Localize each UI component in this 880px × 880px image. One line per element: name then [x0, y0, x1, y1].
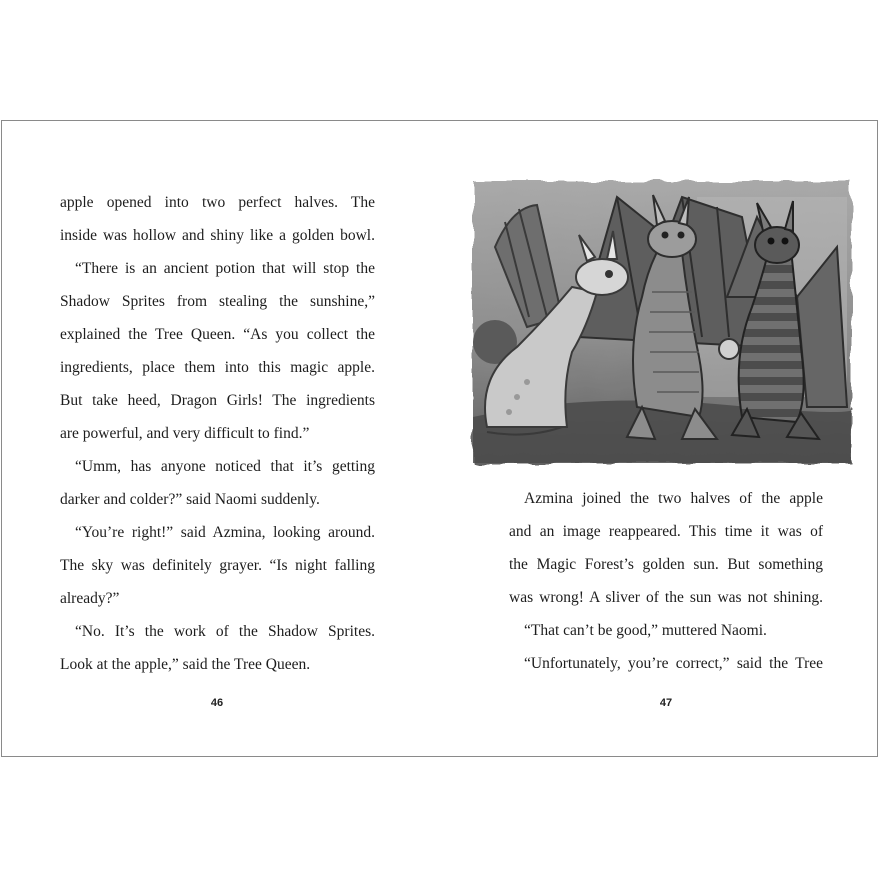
right-page	[440, 121, 877, 756]
text-line: “You’re right!” said Azmina, looking around.	[75, 524, 375, 541]
text-line: The sky was definitely grayer. “Is night falling	[60, 557, 375, 574]
text-line: “Unfortunately, you’re correct,” said the Tree	[524, 655, 823, 672]
text-line: “No. It’s the work of the Shadow Sprites.	[75, 623, 375, 640]
text-line: “There is an ancient potion that will stop the	[75, 260, 375, 277]
text-line: darker and colder?” said Naomi suddenly.	[60, 491, 320, 508]
text-line: “Umm, has anyone noticed that it’s getting	[75, 458, 375, 475]
text-line: explained the Tree Queen. “As you collect the	[60, 326, 375, 343]
text-line: Azmina joined the two halves of the apple	[524, 490, 823, 507]
apple	[719, 339, 739, 359]
text-line: “That can’t be good,” muttered Naomi.	[524, 622, 767, 639]
page-number: 46	[210, 697, 224, 709]
text-line: Look at the apple,” said the Tree Queen.	[60, 656, 311, 673]
text-line: apple opened into two perfect halves. The	[60, 194, 375, 211]
text-line: But take heed, Dragon Girls! The ingredients	[60, 392, 375, 409]
text-line: Shadow Sprites from stealing the sunshine,”	[60, 293, 375, 310]
text-line: was wrong! A sliver of the sun was not shining.	[509, 589, 823, 606]
dragon-illustration	[467, 177, 857, 469]
left-page	[2, 121, 440, 756]
text-line: inside was hollow and shiny like a golden bowl.	[60, 227, 375, 244]
text-line: ingredients, place them into this magic apple.	[60, 359, 375, 376]
text-line: are powerful, and very difficult to find.”	[60, 425, 310, 442]
book-spread	[1, 120, 878, 757]
text-line: already?”	[60, 590, 120, 607]
text-line: the Magic Forest’s golden sun. But something	[509, 556, 823, 573]
text-line: and an image reappeared. This time it was of	[509, 523, 823, 540]
page-number: 47	[659, 697, 673, 709]
